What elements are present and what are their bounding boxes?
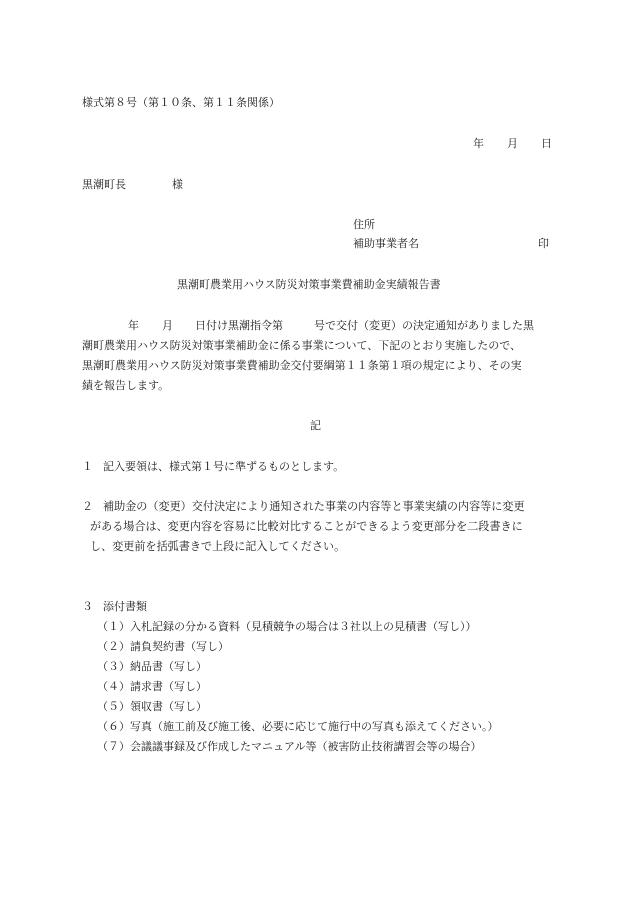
form-number: 様式第８号（第１０条、第１１条関係） [82,96,280,109]
attachment-item: （１）入札記録の分かる資料（見積競争の場合は３社以上の見積書（写し）） [97,620,477,633]
date-day: 日 [541,137,552,150]
intro-year: 年 [128,319,139,332]
item-text: 記入要領は、様式第１号に準ずるものとします。 [103,460,345,473]
date-month: 月 [507,137,518,150]
intro-line-4: 績を報告します。 [82,379,170,392]
intro-line-3: 黒潮町農業用ハウス防災対策事業費補助金交付要綱第１１条第１項の規定により、その実 [82,359,522,372]
attachment-item: （４）請求書（写し） [97,680,207,693]
item-text-line: 補助金の（変更）交付決定により通知された事業の内容等と事業実績の内容等に変更 [103,500,525,513]
item-number: ３ [82,600,93,613]
ki-heading: 記 [310,419,321,432]
addressee-honorific: 様 [172,178,183,191]
attachment-item: （６）写真（施工前及び施工後、必要に応じて施行中の写真も添えてください。） [97,720,499,733]
intro-month: 月 [162,319,173,332]
attachment-item: （３）納品書（写し） [97,660,207,673]
intro-number-text: 号で交付（変更）の決定通知がありました黒 [314,319,534,332]
item-text-line: し、変更前を括弧書きで上段に記入してください。 [90,540,346,553]
intro-line-2: 潮町農業用ハウス防災対策事業補助金に係る事業について、下記のとおり実施したので、 [82,339,522,352]
item-text-line: がある場合は、変更内容を容易に比較対比することができるよう変更部分を二段書きに [90,520,523,533]
date-year: 年 [473,137,484,150]
applicant-name-label: 補助事業者名 [353,237,419,250]
item-text: 添付書類 [103,600,147,613]
addressee-name: 黒潮町長 [82,178,126,191]
seal-mark: 印 [538,237,549,250]
document-title: 黒潮町農業用ハウス防災対策事業費補助金実績報告書 [177,278,441,291]
address-label: 住所 [353,218,375,231]
attachment-item: （２）請負契約書（写し） [97,640,229,653]
intro-date-text: 日付け黒潮指令第 [195,319,283,332]
attachment-item: （５）領収書（写し） [97,700,207,713]
item-number: ２ [82,500,93,513]
attachment-item: （７）会議議事録及び作成したマニュアル等（被害防止技術講習会等の場合） [97,740,482,753]
item-number: １ [82,460,93,473]
